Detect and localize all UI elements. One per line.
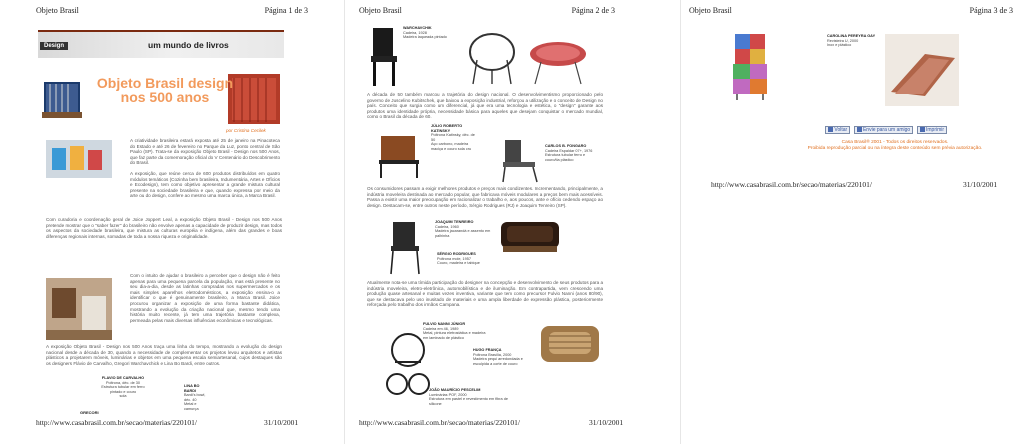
byline: por Cristina Cecilek: [226, 128, 266, 133]
caption-joaquim: JOAQUIM TENREIRO Cadeira, 1960 Madeira jacarandá e assento em palhinha: [435, 220, 491, 238]
page-2: [344, 0, 680, 444]
footer-date: 31/10/2001: [963, 180, 998, 189]
page-label: Página 2 de 3: [571, 6, 615, 15]
site-name: Objeto Brasil: [36, 6, 79, 15]
footer-url: http://www.casabrasil.com.br/secao/materias/220101/: [36, 418, 197, 427]
caption-lina: LINA BO BARDI Bardi's bowl, déc. 40 Metal e camurça: [184, 384, 206, 411]
photo-mole-armchair: [499, 216, 561, 256]
paragraph-everyday-design: Com o intuito de ajudar o brasileiro a perceber que o design não é feito apenas para uma pequena parcela da população, mas está presente no seu dia-a-dia, desde as latinhas compradas nos supermercados e os mais simples aparelhos eletrodomésticos, a exposição ensina-o a identificar o que é genuinamente brasileiro, a Marca Brasil. Joice procurou organizar a exposição de uma forma bastante didática, mostrando a evolução da criação nacional que, mesmo tendo uma história muito recente, já tem uma trajetória bastante complexa, permeada pelas mais diversas influências econômicas e tecnológicas.: [130, 273, 280, 323]
page-label: Página 3 de 3: [969, 6, 1013, 15]
back-button[interactable]: Voltar: [825, 126, 850, 134]
paragraph-fifties: A década de 50 também marcou a trajetória do design nacional. O desenvolvimentismo proporcionado pelo governo de Juscelino Kubitschek, que baixou a exposição industrial, reforçou a utilização e o conceito de Design no país. Conceito que surgia como um diferencial, já que era uma tecnologia e estética, o "design" garante aos produtos uma identidade própria, necessidade básica para aqueles que desejam conquistar o mercado mundial, como o Brasil da década de 60.: [367, 92, 603, 120]
back-icon: [828, 127, 833, 132]
footer-date: 31/10/2001: [589, 418, 624, 427]
section-title: um mundo de livros: [148, 40, 229, 50]
caption-julio: JÚLIO ROBERTO KATINSKY Poltrona Katinsky, déc. de 50 Aço carbono, madeira maciça e couro sola cru: [431, 124, 475, 151]
caption-warchavchik: WARCHAVCHIK Cadeira, 1928 Madeira laqueada pintado: [403, 26, 447, 39]
caption-hugo: HUGO FRANÇA Poltrona Brasília, 2000 Madeira pequi arredondada e esculpida a corte de couro: [473, 348, 523, 366]
printer-icon: [920, 127, 925, 132]
paragraph-curator: Com curadoria e coordenação geral de Joice Joppert Leal, a exposição Objeto Brasil - Design nos 500 Anos pretende mostrar que o "saber fazer" do brasileiro não envolve apenas a capacidade de produzir design, mas todos os aspectos da sociedade brasileira, que mistura as culturas européia e indígena, além das grandes e boas diferenças regionais internas, somadas de toda a nossa riqueza e originalidade.: [46, 217, 282, 239]
copyright-notice: Casa Brasil® 2001 - Todos os direitos reservados. Proibida reprodução parcial ou na íntegra deste conteúdo sem prévia autorização.: [807, 140, 983, 151]
site-name: Objeto Brasil: [689, 6, 732, 15]
site-name: Objeto Brasil: [359, 6, 402, 15]
mail-icon: [857, 127, 862, 132]
paragraph-modules: A exposição, que reúne cerca de 600 produtos distribuídos em quatro módulos temáticos (Cozinha bem brasileira, Indumentária, Artes e Ofícios e Ecodesign), tem como objetivo apresentar a grande mistura cultural presente na sociedade brasileira e que, quando expressa por meio da arte ou do design, confere ao mesmo uma marca única, a Marca Brasil.: [130, 171, 280, 199]
footer-url: http://www.casabrasil.com.br/secao/materias/220101/: [711, 180, 872, 189]
footer-date: 31/10/2001: [264, 418, 299, 427]
paragraph-timeline: A exposição Objeto Brasil - Design nos 500 Anos traça uma linha do tempo, mostrando a evolução do design nacional desde a década de 30, quando a necessidade de complementar os projetos levou arquitetos e artistas plásticos a projetarem móveis, luminárias e objetos em uma pequena escala semiartesanal, cujos destaques são os designers Flávio de Carvalho, Gregori Warchavchick e Lina Bo Bardi, entre outros.: [46, 344, 282, 366]
photo-tenreiro-chair: [387, 218, 423, 276]
photo-brasilia-armchair: [539, 322, 601, 366]
page-1: [0, 0, 344, 444]
caption-joao: JOÃO MAURÍCIO PESCELIM Luminárias POF, 2000 Estrutura em pastel e revestimento em fibra de silicone: [429, 388, 508, 406]
action-bar: [825, 126, 947, 134]
paragraph-intro: A criatividade brasileira estará exposta até 25 de janeiro na Pinacoteca do Estado e até 26 de fevereiro no Parque da Luz, ponto central de São Paulo (SP). Trata-se da exposição Objeto Brasil - Design nos 500 Anos, que faz parte da comemoração oficial do V Centenário do Descobrimento do Brasil.: [130, 138, 280, 166]
caption-flavio: FLAVIO DE CARVALHO Poltrona, déc. de 30 Estrutura tubular em ferro pintado e couro sola: [101, 376, 145, 398]
footer-url: http://www.casabrasil.com.br/secao/materias/220101/: [359, 418, 520, 427]
photo-round-chair: [467, 30, 517, 86]
photo-espaldar-chair: [499, 136, 545, 184]
caption-carolina: CAROLINA PEREYRA GAY Revisteira U, 2000 Inox e plástico: [827, 34, 876, 47]
photo-patchwork-chair: [729, 30, 771, 102]
photo-katinsky-chair: [375, 128, 427, 180]
hero-title: Objeto Brasil design nos 500 anos: [96, 75, 234, 105]
caption-sergio: SÉRGIO RODRIGUES Poltrona mole, 1957 Couro, madeira e tabique: [437, 252, 480, 265]
caption-fulvio: FULVIO NANNI JÚNIOR Cadeira em 46, 1989 Metal, pintura eletrostática e madeira em laminado de plástico: [423, 322, 486, 340]
caption-gregori: GRECORI: [80, 410, 99, 415]
caption-carlos: CARLOS B. FONGARO Cadeira Espaldar 07+, 1976 Estrutura tubular ferro e couro/tia plástico: [545, 144, 593, 162]
paragraph-current: Atualmente nota-se uma tímida participação do designer na concepção e desenvolvimento de seus produtos para a indústria moveleira, eletro-eletrônica, automobilística e de iluminação. Em contrapartida, vem crescendo uma produção quase artesanal e muitas vezes inventiva, variante que tem como precursor Fulvio Nanni (anos 80/90), que se destacava pelo uso inusitado de materiais e uma ampla liberdade de expressão plástica, posteriormente reforçada pelo trabalho dos irmãos Campana.: [367, 280, 603, 308]
print-button[interactable]: Imprimir: [917, 126, 947, 134]
photo-colorful-chairs: [46, 140, 112, 178]
page-3: [680, 0, 1024, 444]
page-label: Página 1 de 3: [264, 6, 308, 15]
photo-bowl-chair: [527, 36, 589, 86]
paragraph-consumers: Os consumidores passam a exigir melhores produtos e preços mais condizentes. Incrementando, principalmente, a indústria moveleira destinada ao mercado popular, que fabricava móveis modulares a preços bem mais acessíveis. Passa a existir uma maior preocupação em racionalizar o trabalho e, aos poucos, ante e ofício cedendo espaço ao design. Destacam-se, entre outros neste período, Sérgio Rodrigues (RJ) e Joaquim Tenreiro (SP).: [367, 186, 603, 208]
photo-nanni-chair: [385, 330, 431, 398]
section-banner: [38, 30, 284, 58]
photo-interior: [46, 278, 112, 340]
photo-warchavchik-chair: [367, 24, 401, 88]
section-tag: Design: [40, 42, 68, 50]
photo-revisteira: [885, 34, 959, 106]
send-to-friend-button[interactable]: Envie para um amigo: [854, 126, 914, 134]
